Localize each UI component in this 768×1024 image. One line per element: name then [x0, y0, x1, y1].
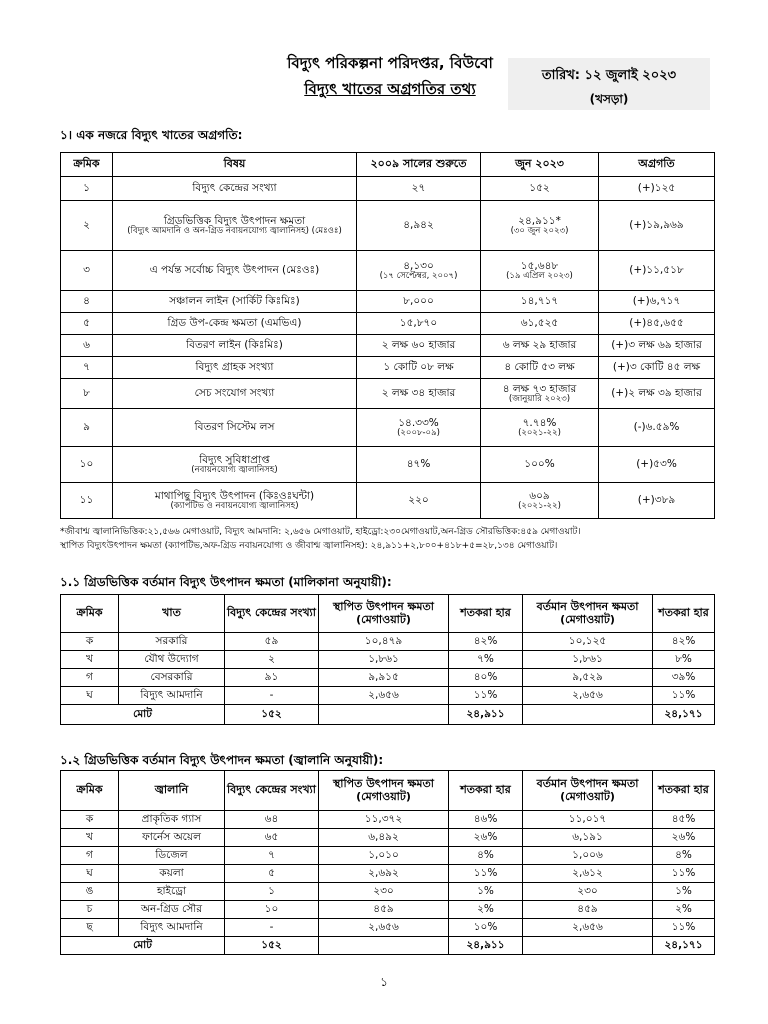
progress-cell: [599, 335, 715, 357]
current-cell: ৪৫৯: [523, 901, 653, 919]
name-cell: ডিজেল: [119, 847, 225, 865]
ownership-table: [60, 594, 715, 725]
pct2-cell: ১%: [653, 883, 715, 901]
section12-title: ১.২ গ্রিডভিত্তিক বর্তমান বিদ্যুৎ উৎপাদন ক্ষমতা (জ্বালানি অনুযায়ী):: [60, 753, 384, 767]
subject-cell: [113, 335, 357, 357]
name-cell: ফার্নেস অয়েল: [119, 829, 225, 847]
subject-cell-text: বিতরণ লাইন (কিঃমিঃ): [186, 339, 283, 352]
col-progress: অগ্রগতি: [599, 153, 715, 177]
current-cell: ১০,১২৫: [523, 633, 653, 651]
total-count-cell: ১৫২: [225, 937, 319, 955]
footnote-2: স্থাপিত বিদ্যুৎউৎপাদন ক্ষমতা (ক্যাপটিভ,অফ-গ্রিড নবায়নযোগ্য ও জীবাশ্ম জ্বালানিসহ): ২৪,৯১১+২,৮০০+৪১৮+৫=২৮,১৩৪ মেগাওয়াট।: [60, 540, 558, 551]
pct1-cell: ৪%: [449, 847, 523, 865]
subject-cell-note: (বিদ্যুৎ আমদানি ও অন-গ্রিড নবায়নযোগ্য জ্বালানিসহ) (মেঃওঃ): [127, 225, 342, 236]
pct2-cell: ৪২%: [653, 633, 715, 651]
value-2009-cell-text: ১ কোটি ০৮ লক্ষ: [383, 361, 454, 374]
sl-cell: ক: [61, 633, 119, 651]
name-cell: হাইড্রো: [119, 883, 225, 901]
table-row: [61, 883, 715, 901]
pct2-cell: ১১%: [653, 919, 715, 937]
progress-cell-text: (+)৩ লক্ষ ৬৯ হাজার: [611, 339, 702, 352]
value-jun2023-cell: [481, 379, 599, 409]
col-pct-installed: শতকরা হার: [449, 771, 523, 811]
sl-cell: ঘ: [61, 687, 119, 705]
total-installed-cell: ২৪,৯১১: [449, 937, 523, 955]
progress-table: [60, 152, 715, 519]
progress-cell-text: (+)২ লক্ষ ৩৯ হাজার: [611, 387, 702, 400]
value-jun2023-cell-note: (২০২১-২২): [518, 427, 561, 438]
table-row: [61, 177, 715, 201]
pct2-cell: ৪৫%: [653, 811, 715, 829]
pct1-cell: ২৬%: [449, 829, 523, 847]
name-cell: বিদ্যুৎ আমদানি: [119, 919, 225, 937]
col-current: বর্তমান উৎপাদন ক্ষমতা (মেগাওয়াট): [523, 595, 653, 633]
col-serial: ক্রমিক: [61, 595, 119, 633]
value-2009-cell: [357, 409, 481, 447]
value-jun2023-cell-text: ২৪,৯১১*: [518, 214, 561, 227]
date-box: [508, 58, 710, 110]
table-row: [61, 901, 715, 919]
serial-cell-text: ৮: [83, 387, 90, 400]
value-2009-cell-note: (২০০৮-০৯): [397, 427, 440, 438]
subject-cell: [113, 483, 357, 519]
progress-cell-text: (+)৪৫,৬৫৫: [629, 317, 684, 330]
value-2009-cell-text: ১৫,৮৭০: [399, 317, 438, 330]
pct1-cell: ৪৬%: [449, 811, 523, 829]
value-2009-cell: [357, 379, 481, 409]
sl-cell: খ: [61, 829, 119, 847]
value-2009-cell-text: ৪,১৩০: [403, 259, 434, 272]
table-row: [61, 633, 715, 651]
draft-label: (খসড়া): [589, 92, 629, 106]
value-2009-cell: [357, 483, 481, 519]
col-serial: ক্রমিক: [61, 771, 119, 811]
value-jun2023-cell: [481, 201, 599, 251]
fuel-table: [60, 770, 715, 955]
subject-cell: [113, 409, 357, 447]
serial-cell: [61, 201, 113, 251]
document-title: বিদ্যুৎ খাতের অগ্রগতির তথ্য: [304, 80, 476, 98]
value-jun2023-cell-text: ৬০৯: [529, 489, 550, 502]
serial-cell-text: ১০: [79, 458, 94, 471]
subject-cell-text: বিদ্যুৎ সুবিধাপ্রাপ্ত: [199, 453, 270, 466]
serial-cell: [61, 357, 113, 379]
table-row: [61, 651, 715, 669]
value-jun2023-cell-text: ১৪,৭১৭: [520, 295, 559, 308]
value-jun2023-cell-text: ৬১,৫২৫: [520, 317, 559, 330]
section11-title: ১.১ গ্রিডভিত্তিক বর্তমান বিদ্যুৎ উৎপাদন ক্ষমতা (মালিকানা অনুযায়ী):: [60, 575, 392, 589]
serial-cell-text: ৫: [83, 317, 90, 330]
count-cell: ৫৯: [225, 633, 319, 651]
section1-title: ১। এক নজরে বিদ্যুৎ খাতের অগ্রগতি:: [60, 128, 243, 142]
subject-cell: [113, 379, 357, 409]
subject-cell-text: বিতরণ সিস্টেম লস: [194, 421, 275, 434]
col-pct-current: শতকরা হার: [653, 771, 715, 811]
serial-cell: [61, 251, 113, 291]
value-2009-cell: [357, 177, 481, 201]
value-jun2023-cell-note: (জানুয়ারি ২০২৩): [508, 393, 571, 404]
total-label: মোট: [61, 705, 225, 725]
progress-cell-text: (+)৩৮৯: [637, 494, 676, 507]
value-jun2023-cell: [481, 291, 599, 313]
subject-cell-note: (ক্যাপটিভ ও নবায়নযোগ্য জ্বালানিসহ): [170, 500, 299, 511]
total-current-cell: ২৪,১৭১: [653, 705, 715, 725]
value-jun2023-cell-text: ৭.৭৪%: [522, 416, 557, 429]
subject-cell-note: (নবায়নযোগ্য জ্বালানিসহ): [191, 464, 278, 475]
table-row: [61, 379, 715, 409]
ownership-table-body: [61, 633, 715, 725]
installed-cell: ২,৬৫৬: [319, 919, 449, 937]
value-jun2023-cell-note: (২০২১-২২): [518, 500, 561, 511]
count-cell: -: [225, 919, 319, 937]
col-fuel: জ্বালানি: [119, 771, 225, 811]
progress-cell: [599, 483, 715, 519]
pct2-cell: ৮%: [653, 651, 715, 669]
value-2009-cell-text: ২৭: [411, 182, 426, 195]
subject-cell-text: এ পর্যন্ত সর্বোচ্চ বিদ্যুৎ উৎপাদন (মেঃওঃ): [149, 264, 320, 277]
blank-cell: [319, 705, 449, 725]
report-date: তারিখ: ১২ জুলাই ২০২৩: [541, 68, 677, 83]
name-cell: বেসরকারি: [119, 669, 225, 687]
value-jun2023-cell: [481, 177, 599, 201]
pct1-cell: ১০%: [449, 919, 523, 937]
serial-cell: [61, 291, 113, 313]
table-row: [61, 483, 715, 519]
subject-cell-text: গ্রিড উপ-কেন্দ্র ক্ষমতা (এমভিএ): [167, 317, 302, 330]
serial-cell: [61, 177, 113, 201]
current-cell: ৯,৫২৯: [523, 669, 653, 687]
col-jun2023: জুন ২০২৩: [481, 153, 599, 177]
installed-cell: ৪৫৯: [319, 901, 449, 919]
sl-cell: ক: [61, 811, 119, 829]
installed-cell: ৯,৯১৫: [319, 669, 449, 687]
value-jun2023-cell: [481, 483, 599, 519]
current-cell: ১,০০৬: [523, 847, 653, 865]
col-2009: ২০০৯ সালের শুরুতে: [357, 153, 481, 177]
count-cell: ৫: [225, 865, 319, 883]
value-2009-cell-note: (১৭ সেপ্টেম্বর, ২০০৭): [379, 270, 458, 281]
value-2009-cell: [357, 335, 481, 357]
count-cell: ৬৪: [225, 811, 319, 829]
installed-cell: ২,৬৫৬: [319, 687, 449, 705]
progress-cell-text: (+)৫৩%: [636, 458, 677, 471]
name-cell: কয়লা: [119, 865, 225, 883]
col-pct-current: শতকরা হার: [653, 595, 715, 633]
col-sector: খাত: [119, 595, 225, 633]
value-2009-cell-text: ১৪.৩৩%: [398, 416, 439, 429]
table-row: [61, 829, 715, 847]
col-installed: স্থাপিত উৎপাদন ক্ষমতা (মেগাওয়াট): [319, 771, 449, 811]
table-row: [61, 201, 715, 251]
current-cell: ১১,০১৭: [523, 811, 653, 829]
subject-cell: [113, 201, 357, 251]
progress-cell-text: (+)৩ কোটি ৪৫ লক্ষ: [612, 361, 701, 374]
footnotes: [60, 526, 740, 553]
pct1-cell: ৪২%: [449, 633, 523, 651]
progress-cell: [599, 201, 715, 251]
pct2-cell: ২%: [653, 901, 715, 919]
value-jun2023-cell: [481, 313, 599, 335]
serial-cell-text: ৩: [83, 264, 90, 277]
org-name: বিদ্যুৎ পরিকল্পনা পরিদপ্তর, বিউবো: [287, 54, 493, 72]
pct2-cell: ২৬%: [653, 829, 715, 847]
progress-cell: [599, 177, 715, 201]
pct2-cell: ৩৯%: [653, 669, 715, 687]
sl-cell: চ: [61, 901, 119, 919]
installed-cell: ১১,৩৭২: [319, 811, 449, 829]
current-cell: ২,৬৫৬: [523, 919, 653, 937]
subject-cell-text: মাথাপিছু বিদ্যুৎ উৎপাদন (কিঃওঃঘন্টা): [154, 489, 315, 502]
col-serial: ক্রমিক: [61, 153, 113, 177]
table-row: [61, 313, 715, 335]
serial-cell: [61, 409, 113, 447]
progress-cell-text: (+)১১,৫১৮: [629, 264, 684, 277]
page-number: ১: [380, 975, 388, 989]
name-cell: সরকারি: [119, 633, 225, 651]
progress-cell: [599, 251, 715, 291]
col-current: বর্তমান উৎপাদন ক্ষমতা (মেগাওয়াট): [523, 771, 653, 811]
value-jun2023-cell: [481, 251, 599, 291]
subject-cell: [113, 291, 357, 313]
serial-cell: [61, 335, 113, 357]
serial-cell-text: ৬: [83, 339, 90, 352]
pct1-cell: ৭%: [449, 651, 523, 669]
name-cell: অন-গ্রিড সৌর: [119, 901, 225, 919]
subject-cell-text: সেচ সংযোগ সংখ্যা: [194, 387, 275, 400]
serial-cell: [61, 313, 113, 335]
table-row: [61, 669, 715, 687]
name-cell: যৌথ উদ্যোগ: [119, 651, 225, 669]
col-plant-count: বিদ্যুৎ কেন্দ্রের সংখ্যা: [225, 771, 319, 811]
count-cell: ২: [225, 651, 319, 669]
installed-cell: ২,৬৯২: [319, 865, 449, 883]
count-cell: ৯১: [225, 669, 319, 687]
current-cell: ১,৮৬১: [523, 651, 653, 669]
fuel-table-body: [61, 811, 715, 955]
serial-cell-text: ২: [83, 219, 90, 232]
table-row: [61, 251, 715, 291]
sl-cell: ঘ: [61, 865, 119, 883]
serial-cell-text: ৪: [83, 295, 90, 308]
sl-cell: গ: [61, 669, 119, 687]
sl-cell: ঙ: [61, 883, 119, 901]
current-cell: ৬,১৯১: [523, 829, 653, 847]
table-row: [61, 687, 715, 705]
count-cell: -: [225, 687, 319, 705]
subject-cell-text: সঞ্চালন লাইন (সার্কিট কিঃমিঃ): [169, 295, 300, 308]
current-cell: ২,৬১২: [523, 865, 653, 883]
current-cell: ২,৬৫৬: [523, 687, 653, 705]
subject-cell-text: বিদ্যুৎ কেন্দ্রের সংখ্যা: [192, 182, 277, 195]
table-row: [61, 919, 715, 937]
progress-cell-text: (-)৬.৫৯%: [633, 421, 680, 434]
value-jun2023-cell-text: ১৫,৬৪৮: [520, 259, 559, 272]
sl-cell: খ: [61, 651, 119, 669]
pct2-cell: ৪%: [653, 847, 715, 865]
total-label: মোট: [61, 937, 225, 955]
serial-cell-text: ১১: [79, 494, 94, 507]
table-row: [61, 357, 715, 379]
total-installed-cell: ২৪,৯১১: [449, 705, 523, 725]
installed-cell: ২৩০: [319, 883, 449, 901]
table-row: [61, 409, 715, 447]
pct1-cell: ৪০%: [449, 669, 523, 687]
serial-cell: [61, 379, 113, 409]
installed-cell: ১,৮৬১: [319, 651, 449, 669]
table-row: [61, 811, 715, 829]
value-2009-cell: [357, 447, 481, 483]
table-row: [61, 447, 715, 483]
progress-table-body: [61, 177, 715, 519]
total-row: [61, 937, 715, 955]
pct1-cell: ১%: [449, 883, 523, 901]
value-jun2023-cell: [481, 447, 599, 483]
value-2009-cell-text: ৮,০০০: [403, 295, 434, 308]
col-installed: স্থাপিত উৎপাদন ক্ষমতা (মেগাওয়াট): [319, 595, 449, 633]
total-count-cell: ১৫২: [225, 705, 319, 725]
serial-cell: [61, 447, 113, 483]
blank-cell: [319, 937, 449, 955]
serial-cell-text: ৯: [83, 421, 90, 434]
value-jun2023-cell-text: ৪ কোটি ৫৩ লক্ষ: [504, 361, 575, 374]
value-jun2023-cell: [481, 409, 599, 447]
progress-cell-text: (+)৬,৭১৭: [632, 295, 681, 308]
col-subject: বিষয়: [113, 153, 357, 177]
progress-cell: [599, 291, 715, 313]
progress-cell: [599, 357, 715, 379]
sl-cell: গ: [61, 847, 119, 865]
name-cell: প্রাকৃতিক গ্যাস: [119, 811, 225, 829]
value-2009-cell: [357, 201, 481, 251]
name-cell: বিদ্যুৎ আমদানি: [119, 687, 225, 705]
pct1-cell: ১১%: [449, 865, 523, 883]
installed-cell: ৬,৪৯২: [319, 829, 449, 847]
count-cell: ৬৫: [225, 829, 319, 847]
value-2009-cell-text: ২২০: [408, 494, 429, 507]
installed-cell: ১০,৪৭৯: [319, 633, 449, 651]
value-jun2023-cell-text: ৪ লক্ষ ৭৩ হাজার: [502, 382, 577, 395]
value-2009-cell-text: ৪৭%: [406, 458, 431, 471]
value-jun2023-cell-note: (৩০ জুন ২০২৩): [510, 225, 569, 236]
pct2-cell: ১১%: [653, 687, 715, 705]
value-2009-cell-text: ৪,৯৪২: [403, 219, 434, 232]
value-2009-cell: [357, 357, 481, 379]
subject-cell: [113, 313, 357, 335]
total-current-cell: ২৪,১৭১: [653, 937, 715, 955]
progress-cell: [599, 379, 715, 409]
subject-cell: [113, 447, 357, 483]
value-jun2023-cell-text: ১৫২: [529, 182, 550, 195]
progress-cell: [599, 447, 715, 483]
progress-cell: [599, 313, 715, 335]
value-jun2023-cell-text: ১০০%: [524, 458, 555, 471]
count-cell: ৭: [225, 847, 319, 865]
count-cell: ১: [225, 883, 319, 901]
table-row: [61, 865, 715, 883]
col-plant-count: বিদ্যুৎ কেন্দ্রের সংখ্যা: [225, 595, 319, 633]
blank-cell: [523, 937, 653, 955]
value-2009-cell-text: ২ লক্ষ ৩৪ হাজার: [381, 387, 456, 400]
serial-cell-text: ১: [83, 182, 90, 195]
progress-cell: [599, 409, 715, 447]
subject-cell-text: গ্রিডভিত্তিক বিদ্যুৎ উৎপাদন ক্ষমতা: [163, 214, 306, 227]
value-2009-cell: [357, 291, 481, 313]
progress-cell-text: (+)১৯,৯৬৯: [629, 219, 684, 232]
footnote-1: *জীবাশ্ম জ্বালানিভিত্তিক:২১,৫৬৬ মেগাওয়াট, বিদ্যুৎ আমদানি: ২,৬৫৬ মেগাওয়াট, হাইড্রো:২৩০মেগাওয়াট,অন-গ্রিড সৌরভিত্তিক:৪৫৯ মেগাওয়াট।: [60, 527, 581, 537]
installed-cell: ১,০১০: [319, 847, 449, 865]
serial-cell: [61, 483, 113, 519]
sl-cell: ছ: [61, 919, 119, 937]
value-jun2023-cell: [481, 357, 599, 379]
value-jun2023-cell-text: ৬ লক্ষ ২৯ হাজার: [502, 339, 577, 352]
progress-cell-text: (+)১২৫: [637, 182, 676, 195]
blank-cell: [523, 705, 653, 725]
pct1-cell: ১১%: [449, 687, 523, 705]
table-row: [61, 847, 715, 865]
subject-cell: [113, 251, 357, 291]
total-row: [61, 705, 715, 725]
current-cell: ২৩০: [523, 883, 653, 901]
value-2009-cell-text: ২ লক্ষ ৬০ হাজার: [381, 339, 456, 352]
serial-cell-text: ৭: [83, 361, 90, 374]
value-jun2023-cell: [481, 335, 599, 357]
value-jun2023-cell-note: (১৯ এপ্রিল ২০২৩): [506, 270, 573, 281]
subject-cell: [113, 177, 357, 201]
col-pct-installed: শতকরা হার: [449, 595, 523, 633]
table-row: [61, 335, 715, 357]
value-2009-cell: [357, 251, 481, 291]
table-row: [61, 291, 715, 313]
subject-cell: [113, 357, 357, 379]
pct1-cell: ২%: [449, 901, 523, 919]
value-2009-cell: [357, 313, 481, 335]
subject-cell-text: বিদ্যুৎ গ্রাহক সংখ্যা: [195, 361, 274, 374]
count-cell: ১০: [225, 901, 319, 919]
pct2-cell: ১১%: [653, 865, 715, 883]
